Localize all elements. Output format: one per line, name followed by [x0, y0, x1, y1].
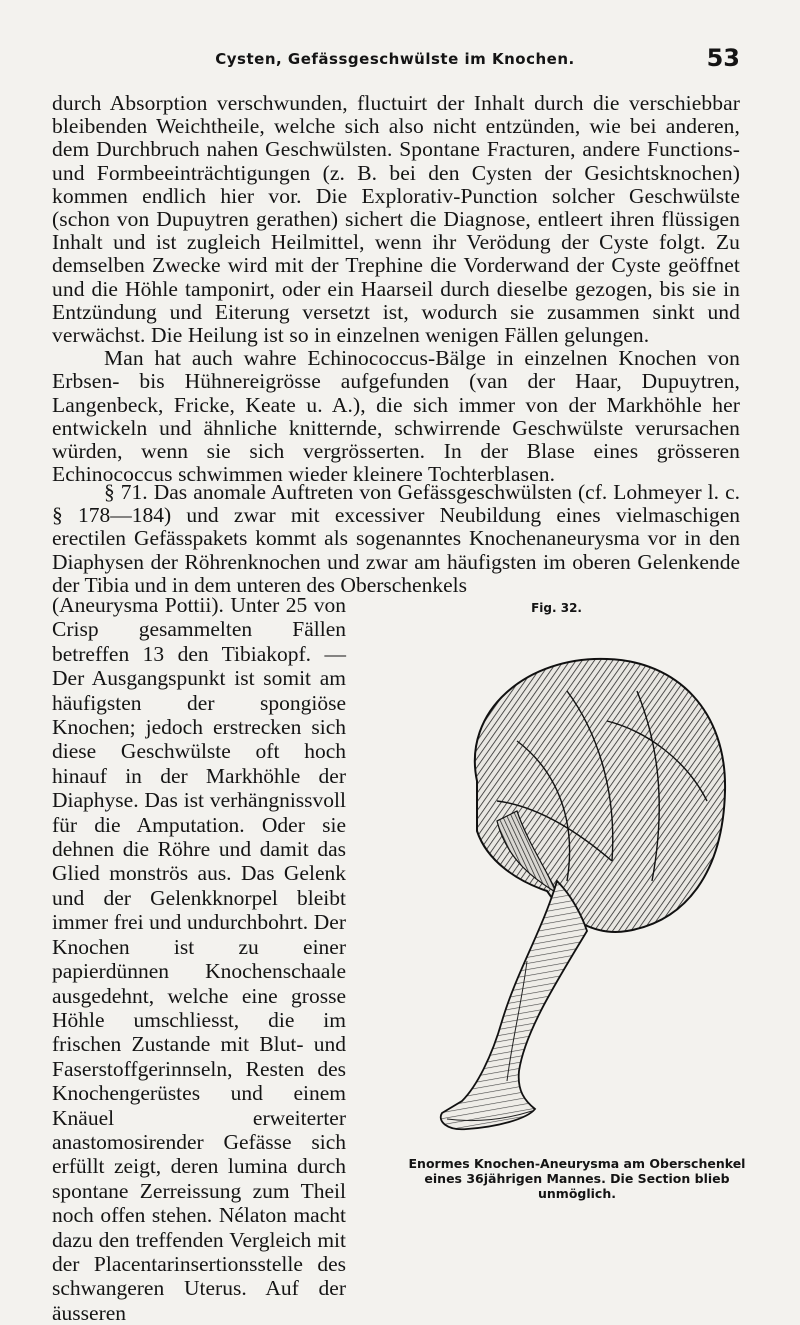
paragraph-section-71: § 71. Das anomale Auftreten von Gefässgeschwülsten (cf. Lohmeyer l. c. § 178—184) und zwar mit excessiver Neubildung eines vielmaschigen erectilen Gefässpakets kommt als sogenanntes Knochenaneurysma vor in den Diaphysen der Röhrenknochen und zwar am häufigsten im oberen Gelenkende der Tibia und in dem unteren des Oberschenkels	[52, 480, 740, 597]
aneurysm-illustration	[407, 631, 747, 1151]
page-number: 53	[706, 44, 740, 72]
figure-label: Fig. 32.	[531, 601, 582, 615]
paragraph-echinococcus: Man hat auch wahre Echinococcus-Bälge in einzelnen Knochen von Erbsen- bis Hühnereigrösse aufgefunden (van der Haar, Dupuytren, Langenbeck, Fricke, Keate u. A.), die sich immer von der Markhöhle her entwickeln und ähnliche knitternde, schwirrende Geschwülste verursachen würden, wenn sie sich vergrösserten. In der Blase eines grösseren Echinococcus schwimmen wieder kleinere Tochterblasen.	[52, 346, 740, 487]
page-header	[50, 44, 740, 78]
figure-caption: Enormes Knochen-Aneurysma am Oberschenkel eines 36jährigen Mannes. Die Section blieb unmöglich.	[408, 1156, 746, 1201]
paragraph-cyst-treatment: durch Absorption verschwunden, fluctuirt der Inhalt durch die verschiebbar bleibenden Weichtheile, welche sich also nicht entzünden, wie bei anderen, dem Durchbruch nahen Geschwülsten. Spontane Fracturen, andere Functions- und Formbeeinträchtigungen (z. B. bei den Cysten der Gesichtsknochen) kommen endlich hier vor. Die Explorativ-Punction solcher Geschwülste (schon von Dupuytren gerathen) sichert die Diagnose, entleert ihren flüssigen Inhalt und ist zugleich Heilmittel, wenn ihr Verödung der Cyste folgt. Zu demselben Zwecke wird mit der Trephine die Vorderwand der Cyste geöffnet und die Höhle tamponirt, oder ein Haarseil durch dieselbe gezogen, bis sie in Entzündung und Eiterung versetzt ist, wodurch sie zusammen sinkt und verwächst. Die Heilung ist so in einzelnen wenigen Fällen gelungen.	[52, 91, 740, 348]
running-head: Cysten, Gefässgeschwülste im Knochen.	[215, 50, 575, 68]
body-text	[52, 92, 740, 486]
figure-32	[407, 601, 747, 1211]
section-71	[52, 480, 746, 1325]
narrow-text-column: (Aneurysma Pottii). Unter 25 von Crisp gesammelten Fällen betreffen 13 den Tibiakopf. — Der Ausgangspunkt ist somit am häufigsten der spongiöse Knochen; jedoch erstrecken sich diese Geschwülste oft hoch hinauf in der Markhöhle der Diaphyse. Das ist verhängnissvoll für die Amputation. Oder sie dehnen die Röhre und damit das Glied monströs aus. Das Gelenk und der Gelenkknorpel bleibt immer frei und undurchbohrt. Der Knochen ist zu einer papierdünnen Knochenschaale ausgedehnt, welche eine grosse Höhle umschliesst, die im frischen Zustande mit Blut- und Faserstoffgerinnseln, Resten des Knochengerüstes und einem Knäuel erweiterter anastomosirender Gefässe sich erfüllt zeigt, deren lumina durch spontane Zerreissung zum Theil noch offen stehen. Nélaton macht dazu den treffenden Vergleich mit der Placentarinsertionsstelle des schwangeren Uterus. Auf der äusseren	[52, 593, 346, 1325]
